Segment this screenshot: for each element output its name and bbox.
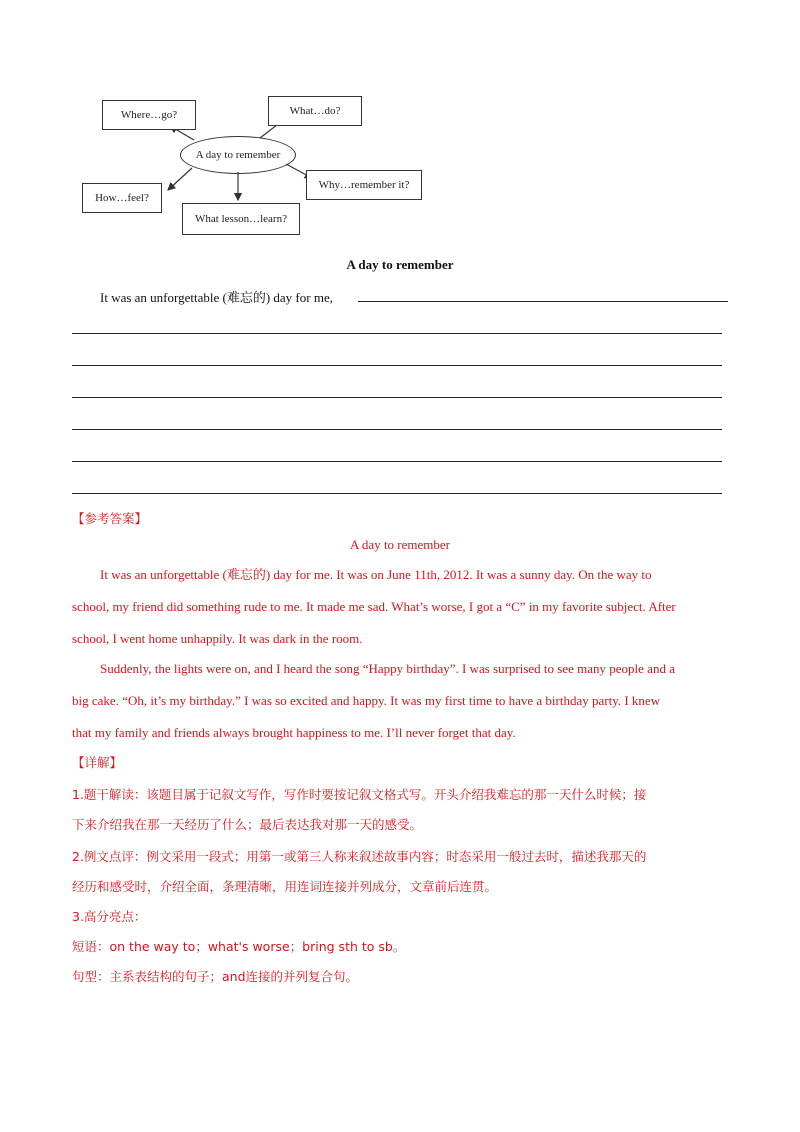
- mind-map-figure: [72, 88, 432, 243]
- mind-map-node-what: What…do?: [268, 96, 362, 126]
- mind-map-node-where: Where…go?: [102, 100, 196, 130]
- explanation-line: 3.高分亮点：: [72, 909, 147, 924]
- writing-line: [72, 397, 722, 398]
- writing-line: [72, 333, 722, 334]
- mind-map-center: A day to remember: [180, 136, 296, 174]
- essay-title: A day to remember: [346, 257, 454, 272]
- mind-map-node-why: Why…remember it?: [306, 170, 422, 200]
- answer-header: 【参考答案】: [72, 511, 148, 526]
- answer-paragraph-2-line: big cake. “Oh, it’s my birthday.” I was so excited and happy. It was my first time to have a birthday party. I knew: [72, 693, 661, 708]
- explanation-line: 经历和感受时，介绍全面，条理清晰，用连词连接并列成分，文章前后连贯。: [72, 879, 498, 894]
- answer-paragraph-2-line: that my family and friends always brought happiness to me. I’ll never forget that day.: [72, 725, 516, 740]
- explanation-header: 【详解】: [72, 755, 123, 770]
- writing-line: [72, 461, 722, 462]
- explanation-line: 2.例文点评：例文采用一段式；用第一或第三人称来叙述故事内容；时态采用一般过去时，描述我那天的: [72, 849, 647, 864]
- mind-map-node-how: How…feel?: [82, 183, 162, 213]
- writing-line: [72, 493, 722, 494]
- answer-paragraph-1-line: school, my friend did something rude to me. It made me sad. What’s worse, I got a “C” in my favorite subject. After: [72, 599, 676, 614]
- explanation-line: 下来介绍我在那一天经历了什么；最后表达我对那一天的感受。: [72, 817, 423, 832]
- explanation-line: 句型：主系表结构的句子；and连接的并列复合句。: [72, 969, 359, 984]
- answer-title: A day to remember: [350, 537, 450, 552]
- writing-line: [72, 365, 722, 366]
- writing-line: [358, 301, 728, 302]
- answer-paragraph-1-line: It was an unforgettable (难忘的) day for me. It was on June 11th, 2012. It was a sunny day. On the way to: [100, 567, 652, 582]
- writing-line: [72, 429, 722, 430]
- mind-map-node-lesson: What lesson…learn?: [182, 203, 300, 235]
- explanation-line: 1.题干解读：该题目属于记叙文写作，写作时要按记叙文格式写。开头介绍我难忘的那一天什么时候；接: [72, 787, 647, 802]
- explanation-line: 短语：on the way to；what's worse；bring sth to sb。: [72, 939, 406, 954]
- answer-paragraph-1-line: school, I went home unhappily. It was dark in the room.: [72, 631, 363, 646]
- essay-prompt: It was an unforgettable (难忘的) day for me,: [100, 290, 333, 305]
- answer-paragraph-2-line: Suddenly, the lights were on, and I heard the song “Happy birthday”. I was surprised to see many people and a: [100, 661, 675, 676]
